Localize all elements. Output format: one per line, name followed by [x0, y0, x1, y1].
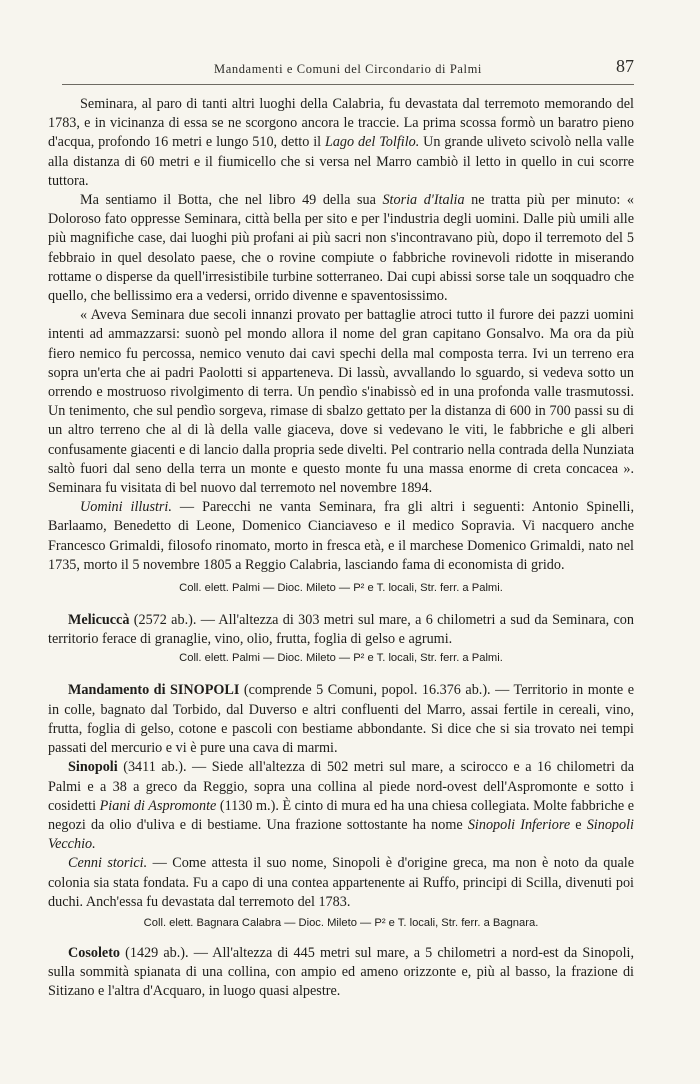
text-run: (2572 ab.). — All'altezza di 303 metri sul mare, a 6 chilometri a sud da Seminara, con territorio ferace di granaglie, vino, olio, frutta, foglia di gelso e agrumi. [48, 612, 634, 648]
running-header [62, 56, 634, 85]
paragraph-botta-quote-1 [48, 191, 634, 306]
admin-note-sinopoli: Coll. elett. Bagnara Calabra — Dioc. Mileto — P² e T. locali, Str. ferr. a Bagnara. [143, 916, 539, 929]
paragraph-uomini-illustri [48, 498, 634, 575]
running-title: Mandamenti e Comuni del Circondario di Palmi [213, 62, 483, 76]
admin-note-seminara: Coll. elett. Palmi — Dioc. Mileto — P² e T. locali, Str. ferr. a Palmi. [179, 582, 503, 595]
italic-place-name: Sinopoli Vecchio. [48, 816, 634, 853]
text-run: Seminara, al paro di tanti altri luoghi della Calabria, fu devastata dal terremoto memorando del 1783, e in vicinanza di essa se ne scorgono ancora le traccie. La prima scossa formò un baratro pieno d'acqua, profondo 16 metri e lungo 510, detto il [48, 96, 634, 151]
paragraph-botta-quote-2 [48, 306, 634, 498]
entry-cosoleto [48, 944, 634, 1002]
entry-heading: Melicuccà [68, 612, 130, 629]
text-run: « Aveva Seminara due secoli innanzi provato per battaglie atroci tutto il furore dei pazzi uomini intenti ad ammazzarsi: suonò pel mondo allora il nome del gran capitano Gonsalvo. Ma ora da più fiero nemico fu percossa, nemico venuto dai cavi spechi della mal composta terra. Ivi un terreno era sopra un'erta che ai padri Paolotti si apparteneva. Di lassù, avvallando lo sguardo, si vedeva sotto un orrendo e mostruoso rivolgimento di terra. Un pendìo s'inabissò ed in una profonda valle trasmutossi. Un tenimento, che sul pendìo sorgeva, rimase di sbalzo gettato per la distanza di 600 in 700 passi su di un altro terreno che al di là della valle giaceva, dove si vedevano le viti, le fabbriche e gli alberi confusamente giacenti e di lancio dalla propria sede divelti. Pel contrario nella contrada della Nunziata saltò fuori dal seno della terra un monte e questo monte fu una massa enorme di creta concacea ». Seminara fu visitata di bel nuovo dal terremoto nel novembre 1894. [48, 307, 634, 497]
text-run: (3411 ab.). — Siede all'altezza di 502 metri sul mare, a scirocco e a 16 chilometri da Palmi e a 38 a greco da Reggio, sopra una collina al piede nord-ovest dell'Aspromonte e sotto i cosidetti [48, 759, 634, 814]
page-number: 87 [616, 56, 634, 76]
text-run: ne tratta più per minuto: « Doloroso fato oppresse Seminara, città bella per sito e per l'industria degli uomini. Dalle più umili alle più magnifiche case, dai luoghi più profani ai più sacri non s'incontravano più, dopo il terremoto del 5 febbraio in quel desolato paese, che o rovine compiute o fabbriche rovinevoli ridotte in miserando rottame o disperse da quell'irresistibile turbine sotterraneo. Dai cupi abissi sorse tale un soqquadro che quello, che bellissimo era a vedersi, orrido divenne e spaventosissimo. [48, 192, 634, 305]
text-run: — Parecchi ne vanta Seminara, fra gli altri i seguenti: Antonio Spinelli, Barlaamo, Benedetto di Leone, Domenico Cianciaveso e il medico Sopravia. Vi nacquero anche Francesco Grimaldi, filosofo rinomato, morto in fresca età, e il marchese Domenico Grimaldi, nato nel 1735, morto il 5 novembre 1805 a Reggio Calabria, lasciando fama di economista di grido. [48, 499, 634, 573]
italic-section-label: Cenni storici. [68, 855, 148, 872]
entry-heading: Cosoleto [68, 944, 121, 961]
text-run: — Come attesta il suo nome, Sinopoli è d'origine greca, ma non è noto da quale colonia sia stata fondata. Fu a capo di una contea appartenente ai Ruffo, principi di Scilla, divenuti poi duchi. Anch'essa fu devastata dal terremoto del 1783. [48, 855, 635, 910]
entry-sinopoli [48, 758, 634, 854]
paragraph-cenni-storici [48, 854, 634, 912]
italic-section-label: Uomini illustri. [80, 499, 172, 516]
admin-note-melicucca: Coll. elett. Palmi — Dioc. Mileto — P² e T. locali, Str. ferr. a Palmi. [179, 652, 503, 665]
entry-heading: Sinopoli [68, 759, 118, 776]
italic-book-title: Storia d'Italia [382, 192, 465, 209]
italic-place-name: Sinopoli Inferiore [467, 816, 571, 833]
entry-mandamento-sinopoli [48, 681, 634, 758]
italic-place-name: Piani di Aspromonte [99, 797, 217, 814]
text-run: Un grande uliveto scivolò nella valle alla distanza di 60 metri e il fiumicello che si versa nel Marro cambiò il letto in quello in cui scorre tuttora. [48, 134, 634, 189]
text-run: (1429 ab.). — All'altezza di 445 metri sul mare, a 5 chilometri a nord-est da Sinopoli, sulla sommità spianata di una collina, con ampio ed ameno orizzonte e, più al basso, la frazione di Sitizano e l'altra d'Acquaro, in luogo quasi alpestre. [48, 944, 634, 1000]
paragraph-seminara-earthquake [48, 95, 634, 191]
italic-place-name: Lago del Tolfilo. [324, 134, 420, 151]
text-run: (comprende 5 Comuni, popol. 16.376 ab.). — Territorio in monte e in colle, bagnato dal Torbido, dal Duverso e altri confluenti del Marro, assai fertile in cereali, vino, frutta, foglia di gelso, cotone e pascoli con bestiame abbondante. Si dice che si sia trovato nei tempi passati del mercurio e vi è pure una cava di marmi. [48, 682, 634, 757]
entry-heading: Mandamento di SINOPOLI [68, 682, 240, 699]
body-text [48, 95, 634, 1002]
text-run: Ma sentiamo il Botta, che nel libro 49 della sua [80, 192, 383, 209]
text-run: (1130 m.). È cinto di mura ed ha una chiesa collegiata. Molte fabbriche e negozi da olio d'uliva e di bestiame. Una frazione sottostante ha nome [48, 797, 634, 833]
text-run: e [570, 816, 587, 833]
entry-melicucca [48, 611, 634, 649]
